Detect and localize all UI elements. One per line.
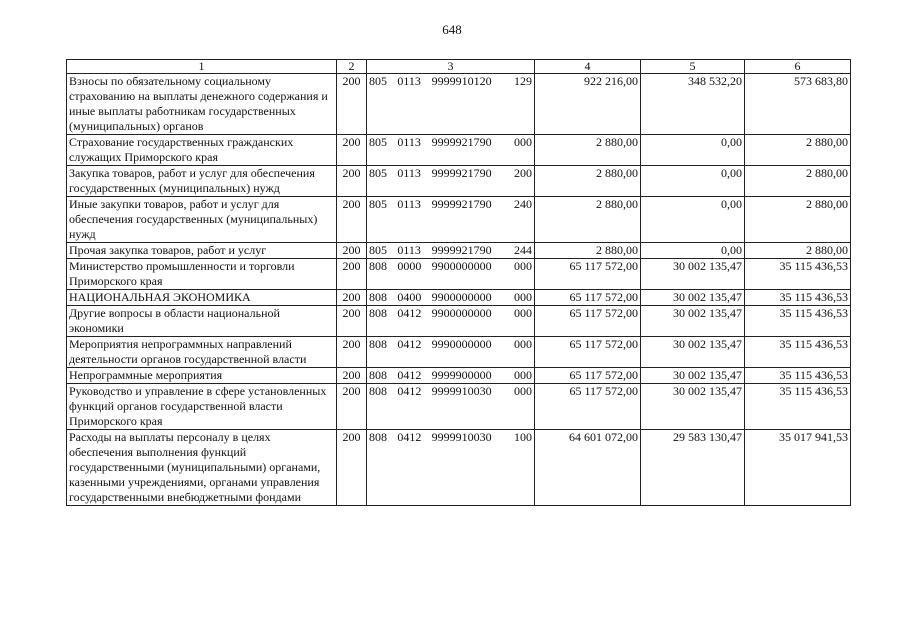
code-ministry: 805: [369, 74, 387, 88]
row-admin-code: 200: [337, 337, 367, 368]
budget-code-parts: [369, 197, 532, 212]
row-amount-col5: 348 532,20: [641, 74, 745, 135]
row-name: Расходы на выплаты персоналу в целях обеспечения выполнения функций государственными (муниципальными) органами, казенными учреждениями, органами управления государственными внебюджетными фондами: [67, 430, 337, 506]
table-row: [67, 135, 851, 166]
row-admin-code: 200: [337, 368, 367, 384]
code-section: 0000: [397, 259, 422, 273]
code-ministry: 808: [369, 430, 387, 444]
row-budget-code: [367, 166, 535, 197]
row-budget-code: [367, 259, 535, 290]
code-section: 0113: [397, 166, 421, 180]
row-name: Мероприятия непрограммных направлений деятельности органов государственной власти: [67, 337, 337, 368]
code-section: 0412: [397, 306, 422, 320]
code-expense-type: 000: [513, 290, 532, 304]
column-header-2: 2: [337, 60, 367, 74]
code-target-article: 9999921790: [431, 135, 492, 149]
code-ministry: 808: [369, 337, 387, 351]
row-amount-col5: 30 002 135,47: [641, 306, 745, 337]
code-ministry: 805: [369, 135, 387, 149]
row-amount-col5: 0,00: [641, 135, 745, 166]
budget-code-parts: [369, 430, 532, 445]
code-expense-type: 240: [513, 197, 532, 211]
budget-code-parts: [369, 259, 532, 274]
code-target-article: 9999910120: [431, 74, 492, 88]
row-amount-col6: 2 880,00: [745, 166, 851, 197]
code-section: 0113: [397, 197, 421, 211]
row-amount-col6: 2 880,00: [745, 197, 851, 243]
row-name: Взносы по обязательному социальному страхованию на выплаты денежного содержания и иные выплаты работникам государственных (муниципальных) органов: [67, 74, 337, 135]
row-budget-code: [367, 74, 535, 135]
code-section: 0400: [397, 290, 422, 304]
row-amount-col5: 0,00: [641, 166, 745, 197]
row-amount-col4: 2 880,00: [535, 197, 641, 243]
row-amount-col6: 35 115 436,53: [745, 368, 851, 384]
row-amount-col6: 35 115 436,53: [745, 259, 851, 290]
row-budget-code: [367, 384, 535, 430]
code-expense-type: 244: [513, 243, 532, 257]
row-name: Прочая закупка товаров, работ и услуг: [67, 243, 337, 259]
code-expense-type: 100: [513, 430, 532, 444]
code-section: 0113: [397, 74, 421, 88]
code-expense-type: 000: [513, 337, 532, 351]
row-name: НАЦИОНАЛЬНАЯ ЭКОНОМИКА: [67, 290, 337, 306]
code-expense-type: 000: [513, 135, 532, 149]
code-target-article: 9999910030: [431, 430, 492, 444]
row-budget-code: [367, 135, 535, 166]
code-expense-type: 129: [513, 74, 532, 88]
row-admin-code: 200: [337, 74, 367, 135]
budget-code-parts: [369, 135, 532, 150]
row-amount-col4: 65 117 572,00: [535, 290, 641, 306]
row-amount-col5: 30 002 135,47: [641, 384, 745, 430]
budget-code-parts: [369, 74, 532, 89]
budget-table: [66, 59, 851, 506]
table-row: [67, 290, 851, 306]
code-target-article: 9900000000: [431, 259, 492, 273]
column-header-5: 5: [641, 60, 745, 74]
code-section: 0412: [397, 337, 422, 351]
table-row: [67, 430, 851, 506]
row-budget-code: [367, 306, 535, 337]
code-target-article: 9900000000: [431, 290, 492, 304]
row-amount-col4: 65 117 572,00: [535, 384, 641, 430]
row-name: Министерство промышленности и торговли Приморского края: [67, 259, 337, 290]
table-row: [67, 384, 851, 430]
row-amount-col5: 30 002 135,47: [641, 290, 745, 306]
table-row: [67, 306, 851, 337]
row-budget-code: [367, 243, 535, 259]
row-amount-col5: 30 002 135,47: [641, 259, 745, 290]
column-header-6: 6: [745, 60, 851, 74]
row-admin-code: 200: [337, 259, 367, 290]
budget-code-parts: [369, 290, 532, 305]
code-target-article: 9900000000: [431, 306, 492, 320]
row-name: Страхование государственных гражданских служащих Приморского края: [67, 135, 337, 166]
budget-code-parts: [369, 306, 532, 321]
code-ministry: 808: [369, 290, 387, 304]
table-row: [67, 368, 851, 384]
table-row: [67, 74, 851, 135]
row-name: Иные закупки товаров, работ и услуг для обеспечения государственных (муниципальных) нужд: [67, 197, 337, 243]
row-amount-col6: 35 115 436,53: [745, 290, 851, 306]
code-target-article: 9999921790: [431, 197, 492, 211]
row-amount-col4: 2 880,00: [535, 135, 641, 166]
row-amount-col4: 65 117 572,00: [535, 368, 641, 384]
code-target-article: 9990000000: [431, 337, 492, 351]
budget-code-parts: [369, 337, 532, 352]
row-amount-col6: 573 683,80: [745, 74, 851, 135]
row-amount-col6: 35 017 941,53: [745, 430, 851, 506]
row-name: Руководство и управление в сфере установленных функций органов государственной власти Приморского края: [67, 384, 337, 430]
code-expense-type: 000: [513, 259, 532, 273]
code-ministry: 808: [369, 259, 387, 273]
code-ministry: 805: [369, 243, 387, 257]
code-target-article: 9999921790: [431, 243, 492, 257]
table-row: [67, 166, 851, 197]
code-expense-type: 000: [513, 368, 532, 382]
row-admin-code: 200: [337, 197, 367, 243]
row-admin-code: 200: [337, 430, 367, 506]
budget-code-parts: [369, 368, 532, 383]
table-row: [67, 197, 851, 243]
row-budget-code: [367, 290, 535, 306]
row-amount-col6: 2 880,00: [745, 135, 851, 166]
column-header-4: 4: [535, 60, 641, 74]
row-amount-col4: 65 117 572,00: [535, 337, 641, 368]
code-section: 0412: [397, 384, 422, 398]
column-number-row: [67, 60, 851, 74]
code-expense-type: 000: [513, 384, 532, 398]
row-admin-code: 200: [337, 290, 367, 306]
code-expense-type: 200: [513, 166, 532, 180]
code-section: 0113: [397, 243, 421, 257]
row-amount-col4: 65 117 572,00: [535, 259, 641, 290]
code-ministry: 808: [369, 306, 387, 320]
row-amount-col4: 64 601 072,00: [535, 430, 641, 506]
row-amount-col6: 35 115 436,53: [745, 306, 851, 337]
code-ministry: 805: [369, 166, 387, 180]
row-amount-col5: 29 583 130,47: [641, 430, 745, 506]
code-section: 0412: [397, 430, 422, 444]
budget-code-parts: [369, 243, 532, 258]
row-amount-col6: 2 880,00: [745, 243, 851, 259]
code-expense-type: 000: [513, 306, 532, 320]
row-admin-code: 200: [337, 384, 367, 430]
row-admin-code: 200: [337, 243, 367, 259]
row-admin-code: 200: [337, 306, 367, 337]
column-header-3: 3: [367, 60, 535, 74]
row-name: Другие вопросы в области национальной экономики: [67, 306, 337, 337]
row-amount-col5: 0,00: [641, 243, 745, 259]
code-section: 0412: [397, 368, 422, 382]
row-amount-col4: 2 880,00: [535, 166, 641, 197]
row-amount-col6: 35 115 436,53: [745, 384, 851, 430]
row-name: Непрограммные мероприятия: [67, 368, 337, 384]
row-amount-col4: 65 117 572,00: [535, 306, 641, 337]
row-amount-col4: 2 880,00: [535, 243, 641, 259]
row-budget-code: [367, 337, 535, 368]
budget-code-parts: [369, 166, 532, 181]
code-ministry: 808: [369, 368, 387, 382]
row-amount-col5: 30 002 135,47: [641, 368, 745, 384]
row-amount-col5: 0,00: [641, 197, 745, 243]
row-amount-col4: 922 216,00: [535, 74, 641, 135]
code-target-article: 9999921790: [431, 166, 492, 180]
table-row: [67, 259, 851, 290]
row-admin-code: 200: [337, 166, 367, 197]
code-ministry: 808: [369, 384, 387, 398]
column-header-1: 1: [67, 60, 337, 74]
code-section: 0113: [397, 135, 421, 149]
code-target-article: 9999910030: [431, 384, 492, 398]
budget-code-parts: [369, 384, 532, 399]
page-number: 648: [442, 22, 462, 37]
code-target-article: 9999900000: [431, 368, 492, 382]
code-ministry: 805: [369, 197, 387, 211]
table-row: [67, 337, 851, 368]
row-amount-col6: 35 115 436,53: [745, 337, 851, 368]
row-budget-code: [367, 368, 535, 384]
row-amount-col5: 30 002 135,47: [641, 337, 745, 368]
row-budget-code: [367, 197, 535, 243]
row-name: Закупка товаров, работ и услуг для обеспечения государственных (муниципальных) нужд: [67, 166, 337, 197]
row-budget-code: [367, 430, 535, 506]
row-admin-code: 200: [337, 135, 367, 166]
table-row: [67, 243, 851, 259]
